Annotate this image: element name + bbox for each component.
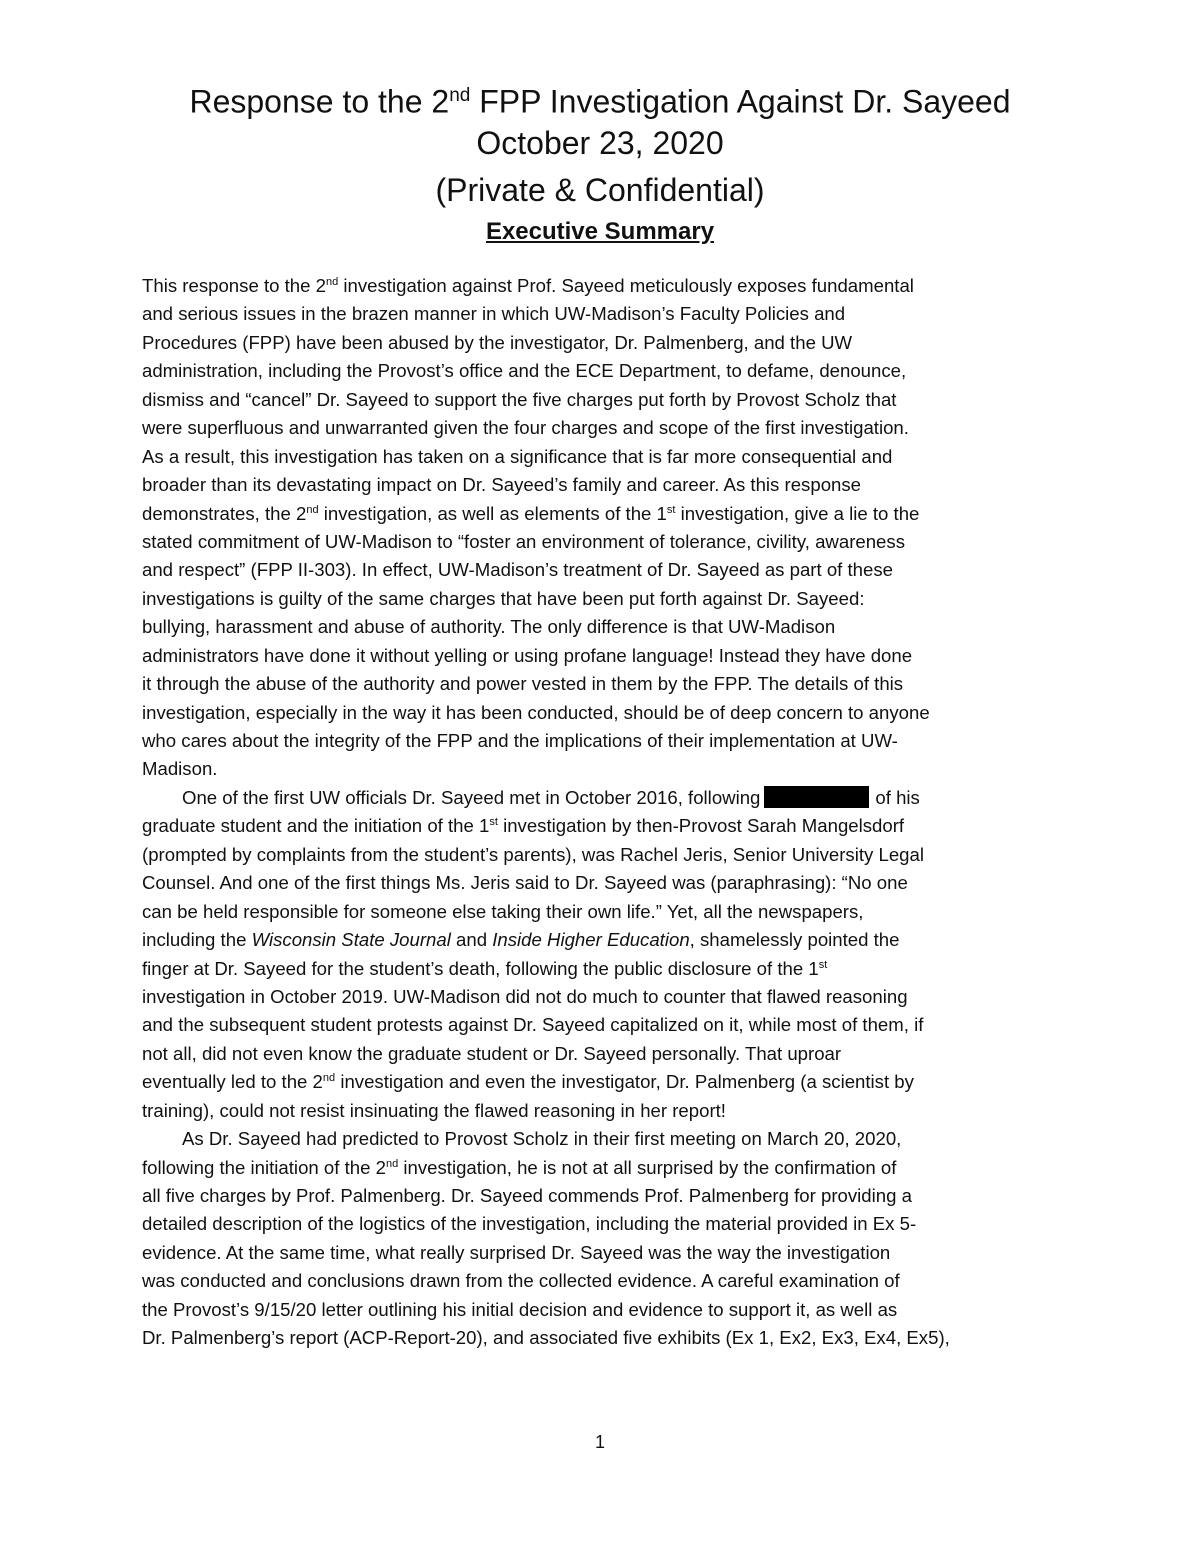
text-line xyxy=(142,784,1072,812)
text-segment: following the initiation of the 2 xyxy=(142,1156,386,1178)
text-segment: broader than its devastating impact on Dr. Sayeed’s family and career. As this response xyxy=(142,474,862,496)
text-line xyxy=(142,500,1072,528)
text-segment: investigation, especially in the way it has been conducted, should be of deep concern to anyone xyxy=(142,701,930,723)
text-line xyxy=(142,1296,1072,1324)
superscript: nd xyxy=(306,503,319,516)
text-line xyxy=(142,841,1072,869)
text-segment: One of the first UW officials Dr. Sayeed met in October 2016, following xyxy=(182,786,761,808)
text-segment: of his xyxy=(875,786,920,808)
superscript: st xyxy=(818,958,828,971)
text-segment: investigation, he is not at all surprised by the confirmation of xyxy=(398,1156,897,1178)
text-segment: bullying, harassment and abuse of authority. The only difference is that UW-Madison xyxy=(142,616,836,638)
text-segment: not all, did not even know the graduate student or Dr. Sayeed personally. That uproar xyxy=(142,1042,842,1064)
text-line xyxy=(142,812,1072,840)
text-segment: evidence. At the same time, what really surprised Dr. Sayeed was the way the investigation xyxy=(142,1241,891,1263)
italic-title: Inside Higher Education xyxy=(492,929,690,951)
confidentiality-notice: (Private & Confidential) xyxy=(435,172,765,208)
text-segment: including the xyxy=(142,929,252,951)
superscript: nd xyxy=(325,275,339,288)
text-line xyxy=(142,300,1072,328)
text-segment: Dr. Palmenberg’s report (ACP-Report-20), and associated five exhibits (Ex 1, Ex2, Ex3, Ex4, Ex5), xyxy=(142,1327,950,1349)
document-date: October 23, 2020 xyxy=(476,125,724,161)
text-segment: and xyxy=(450,929,493,951)
redaction-box xyxy=(764,786,869,808)
text-segment: and serious issues in the brazen manner in which UW-Madison’s Faculty Policies and xyxy=(142,303,846,325)
text-segment: it through the abuse of the authority and power vested in them by the FPP. The details of this xyxy=(142,673,904,695)
page-number: 1 xyxy=(594,1432,605,1452)
superscript: nd xyxy=(322,1072,336,1085)
text-line xyxy=(142,755,1072,783)
text-segment: can be held responsible for someone else taking their own life.” Yet, all the newspapers, xyxy=(142,900,864,922)
text-segment: training), could not resist insinuating the flawed reasoning in her report! xyxy=(142,1099,726,1121)
text-segment: Counsel. And one of the first things Ms. Jeris said to Dr. Sayeed was (paraphrasing): “No one xyxy=(142,872,908,894)
text-segment: finger at Dr. Sayeed for the student’s death, following the public disclosure of the 1 xyxy=(142,957,819,979)
text-segment: investigation against Prof. Sayeed meticulously exposes fundamental xyxy=(338,275,914,296)
text-segment: and respect” (FPP II-303). In effect, UW-Madison’s treatment of Dr. Sayeed as part of these xyxy=(142,559,893,581)
text-segment: demonstrates, the 2 xyxy=(142,502,307,524)
text-segment: detailed description of the logistics of the investigation, including the material provided in Ex 5- xyxy=(142,1213,917,1235)
text-segment: stated commitment of UW-Madison to “foster an environment of tolerance, civility, awareness xyxy=(142,530,905,552)
text-segment: As a result, this investigation has taken on a significance that is far more consequential and xyxy=(142,445,893,467)
text-line xyxy=(142,869,1072,897)
text-line xyxy=(142,272,1072,300)
text-segment: This response to the 2 xyxy=(142,275,326,296)
text-segment: who cares about the integrity of the FPP and the implications of their implementation at UW- xyxy=(142,730,898,751)
text-segment: (prompted by complaints from the student’s parents), was Rachel Jeris, Senior University Legal xyxy=(142,843,924,865)
text-line xyxy=(142,1068,1072,1096)
text-segment: dismiss and “cancel” Dr. Sayeed to support the five charges put forth by Provost Scholz that xyxy=(142,388,897,410)
text-line xyxy=(142,528,1072,556)
text-line xyxy=(142,898,1072,926)
text-line xyxy=(142,414,1072,442)
text-line xyxy=(142,955,1072,983)
text-line xyxy=(142,926,1072,954)
text-segment: administrators have done it without yelling or using profane language! Instead they have done xyxy=(142,644,913,666)
text-line xyxy=(142,357,1072,385)
text-line xyxy=(142,670,1072,698)
title-superscript: nd xyxy=(449,85,471,106)
text-segment: As Dr. Sayeed had predicted to Provost Scholz in their first meeting on March 20, 2020, xyxy=(182,1128,902,1150)
text-segment: graduate student and the initiation of the 1 xyxy=(142,815,490,837)
text-segment: was conducted and conclusions drawn from the collected evidence. A careful examination of xyxy=(142,1270,900,1292)
text-line xyxy=(142,1239,1072,1267)
text-line xyxy=(142,1011,1072,1039)
section-heading: Executive Summary xyxy=(485,218,715,245)
text-line xyxy=(142,1154,1072,1182)
text-segment: all five charges by Prof. Palmenberg. Dr. Sayeed commends Prof. Palmenberg for providing a xyxy=(142,1185,912,1206)
text-segment: investigation and even the investigator, Dr. Palmenberg (a scientist by xyxy=(335,1071,914,1093)
text-line xyxy=(142,1182,1072,1210)
document-body xyxy=(142,272,1072,1353)
text-line xyxy=(142,1324,1072,1352)
text-line xyxy=(142,443,1072,471)
text-segment: eventually led to the 2 xyxy=(142,1071,323,1093)
text-segment: administration, including the Provost’s office and the ECE Department, to defame, denounce, xyxy=(142,360,907,382)
text-line xyxy=(142,727,1072,755)
text-line xyxy=(142,642,1072,670)
text-segment: investigation by then-Provost Sarah Mangelsdorf xyxy=(497,815,905,837)
text-line xyxy=(142,1040,1072,1068)
title-text: Response to the 2 xyxy=(189,83,450,120)
text-segment: investigation, give a lie to the xyxy=(675,502,920,524)
text-segment: , shamelessly pointed the xyxy=(689,929,900,951)
text-line xyxy=(142,585,1072,613)
text-segment: and the subsequent student protests against Dr. Sayeed capitalized on it, while most of them, if xyxy=(142,1014,924,1036)
text-line xyxy=(142,471,1072,499)
text-segment: the Provost’s 9/15/20 letter outlining his initial decision and evidence to support it, as well as xyxy=(142,1298,898,1320)
text-segment: investigations is guilty of the same charges that have been put forth against Dr. Sayeed: xyxy=(142,587,865,609)
text-segment: were superfluous and unwarranted given the four charges and scope of the first investigation. xyxy=(142,417,909,439)
text-line xyxy=(142,329,1072,357)
superscript: nd xyxy=(385,1157,399,1170)
text-line xyxy=(142,1210,1072,1238)
text-segment: investigation in October 2019. UW-Madison did not do much to counter that flawed reasoning xyxy=(142,985,908,1007)
text-segment: Procedures (FPP) have been abused by the investigator, Dr. Palmenberg, and the UW xyxy=(142,331,853,353)
document-title-line-1 xyxy=(0,76,1200,122)
superscript: st xyxy=(489,816,498,829)
text-segment: Madison. xyxy=(142,758,218,780)
text-line xyxy=(142,983,1072,1011)
superscript: st xyxy=(666,503,676,516)
text-line xyxy=(142,1097,1072,1125)
text-line xyxy=(142,1267,1072,1295)
text-line xyxy=(142,613,1072,641)
text-segment: investigation, as well as elements of the 1 xyxy=(318,502,667,524)
title-text: FPP Investigation Against Dr. Sayeed xyxy=(470,83,1011,120)
text-line xyxy=(142,556,1072,584)
italic-title: Wisconsin State Journal xyxy=(251,929,451,951)
text-line xyxy=(142,386,1072,414)
text-line xyxy=(142,699,1072,727)
text-line xyxy=(142,1125,1072,1153)
